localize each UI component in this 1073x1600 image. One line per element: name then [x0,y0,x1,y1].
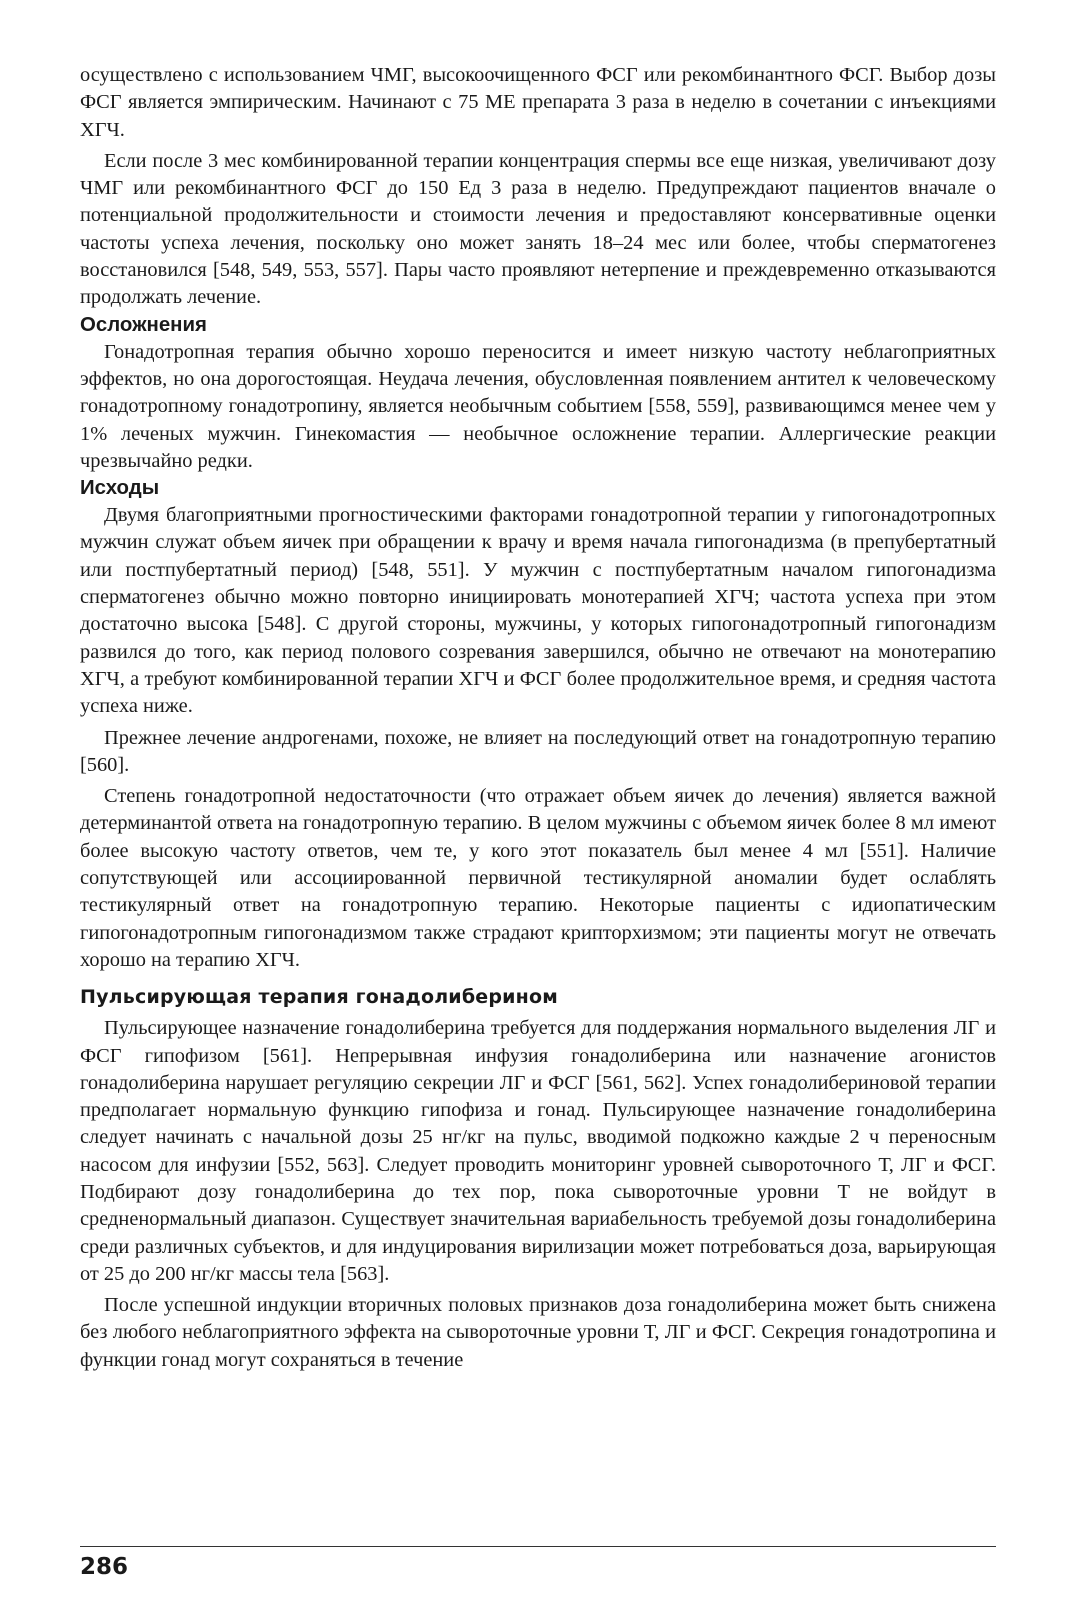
paragraph: Пульсирующее назначение гонадолиберина требуется для поддержания нормального выделения ЛГ и ФСГ гипофизом [561]. Непрерывная инфузия гонадолиберина или назначение агонистов гонадолиберина нарушает регуляцию секреции ЛГ и ФСГ [561, 562]. Успех гонадолибериновой терапии предполагает нормальную функцию гипофиза и гонад. Пульсирующее назначение гонадолиберина следует начинать с начальной дозы 25 нг/кг на пульс, вводимой подкожно каждые 2 ч переносным насосом для инфузии [552, 563]. Следует проводить мониторинг уровней сывороточного Т, ЛГ и ФСГ. Подбирают дозу гонадолиберина до тех пор, пока сывороточные уровни Т не войдут в средненормальный диапазон. Существует значительная вариабельность требуемой дозы гонадолиберина среди различных субъектов, и для индуцирования вирилизации может потребоваться доза, варьирующая от 25 до 200 нг/кг массы тела [563]. [80,1017,996,1285]
footer-rule [80,1546,996,1547]
paragraph: Прежнее лечение андрогенами, похоже, не влияет на последующий ответ на гонадотропную терапию [560]. [80,726,996,776]
body-text [80,62,996,1374]
paragraph: Двумя благоприятными прогностическими факторами гонадотропной терапии у гипогонадотропных мужчин служат объем яичек при обращении к врачу и время начала гипогонадизма (в препубертатный или постпубертатный период) [548, 551]. У мужчин с постпубертатным началом гипогонадизма сперматогенез обычно можно повторно инициировать монотерапией ХГЧ; частота успеха при этом достаточно высока [548]. С другой стороны, мужчины, у которых гипогонадотропный гипогонадизм развился до того, как период полового созревания завершился, обычно не отвечают на монотерапию ХГЧ, а требуют комбинированной терапии ХГЧ и ФСГ более продолжительное время, и средняя частота успеха ниже. [80,504,996,718]
subheading-outcomes: Исходы [80,477,160,500]
paragraph: осуществлено с использованием ЧМГ, высокоочищенного ФСГ или рекомбинантного ФСГ. Выбор дозы ФСГ является эмпирическим. Начинают с 75 МЕ препарата 3 раза в неделю в сочетании с инъекциями ХГЧ. [80,64,996,141]
subheading-complications: Осложнения [80,313,207,336]
paragraph: Гонадотропная терапия обычно хорошо переносится и имеет низкую частоту неблагоприятных эффектов, но она дорогостоящая. Неудача лечения, обусловленная появлением антител к человеческому гонадотропному гонадотропину, является необычным событием [558, 559], развивающимся менее чем у 1% леченых мужчин. Гинекомастия — необычное осложнение терапии. Аллергические реакции чрезвычайно редки. [80,340,996,472]
page-number: 286 [80,1554,129,1580]
section-heading-pulsatile: Пульсирующая терапия гонадолиберином [80,986,558,1009]
paragraph: После успешной индукции вторичных половых признаков доза гонадолиберина может быть снижена без любого неблагоприятного эффекта на сывороточные уровни Т, ЛГ и ФСГ. Секреция гонадотропина и функции гонад могут сохраняться в течение [80,1294,996,1371]
paragraph: Если после 3 мес комбинированной терапии концентрация спермы все еще низкая, увеличивают дозу ЧМГ или рекомбинантного ФСГ до 150 Ед 3 раза в неделю. Предупреждают пациентов вначале о потенциальной продолжительности и стоимости лечения и предоставляют консервативные оценки частоты успеха лечения, поскольку оно может занять 18–24 мес или более, чтобы сперматогенез восстановился [548, 549, 553, 557]. Пары часто проявляют нетерпение и преждевременно отказываются продолжать лечение. [80,149,996,309]
paragraph: Степень гонадотропной недостаточности (что отражает объем яичек до лечения) является важной детерминантой ответа на гонадотропную терапию. В целом мужчины с объемом яичек более 8 мл имеют более высокую частоту ответов, чем те, у кого этот показатель был менее 4 мл [551]. Наличие сопутствующей или ассоциированной первичной тестикулярной аномалии будет ослаблять тестикулярный ответ на гонадотропную терапию. Некоторые пациенты с идиопатическим гипогонадотропным гипогонадизмом также страдают крипторхизмом; эти пациенты могут не отвечать хорошо на терапию ХГЧ. [80,785,996,971]
